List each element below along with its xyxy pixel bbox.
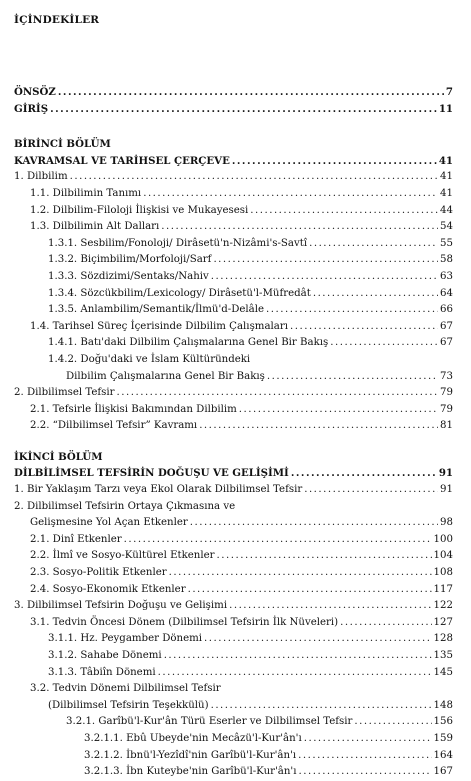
toc-entry-page: 67 (440, 320, 453, 332)
toc-entry-label: 1. Dilbilim (14, 171, 68, 183)
toc-entry-label: Dilbilim Çalışmalarına Genel Bir Bakış (66, 370, 265, 382)
toc-entry-page: 100 (433, 533, 453, 545)
toc-entry-label: 1. Bir Yaklaşım Tarzı veya Ekol Olarak Dilbilimsel Tefsir (14, 484, 303, 496)
toc-entry[interactable] (14, 731, 453, 748)
toc-entry[interactable] (14, 186, 453, 203)
toc-entry[interactable] (14, 286, 453, 303)
toc-entry-page: 54 (440, 221, 453, 233)
toc-entry-page: 156 (433, 716, 453, 728)
toc-entry[interactable] (14, 714, 453, 731)
toc-entry-page: 11 (438, 102, 453, 115)
toc-entry-label: 2.2. İlmî ve Sosyo-Kültürel Etkenler (30, 550, 215, 562)
toc-entry-label: 1.2. Dilbilim-Filoloji İlişkisi ve Mukayesesi (30, 204, 249, 216)
toc-entry-label: 1.3.2. Biçimbilim/Morfoloji/Sarf (48, 254, 212, 266)
table-of-contents (14, 84, 453, 781)
toc-entry-page: 58 (440, 254, 453, 266)
toc-entry-label: 3.2. Tedvin Dönemi Dilbilimsel Tefsir (30, 683, 221, 695)
toc-entry-page: 135 (433, 650, 453, 661)
toc-entry[interactable] (14, 369, 453, 386)
toc-entry[interactable] (14, 748, 453, 765)
toc-entry-label: 2.3. Sosyo-Politik Etkenler (30, 567, 167, 579)
toc-entry[interactable] (14, 615, 453, 632)
toc-entry-label: 1.3.5. Anlambilim/Semantik/İlmü'd-Delâle (48, 304, 265, 316)
toc-entry[interactable] (14, 698, 453, 715)
toc-entry-label: 1.1. Dilbilimin Tanımı (30, 187, 142, 199)
toc-entry-label: ÖNSÖZ (14, 86, 56, 98)
toc-entry-page: 55 (440, 237, 453, 249)
toc-entry[interactable] (14, 169, 453, 186)
toc-entry-page: 67 (440, 337, 453, 349)
toc-entry-page: 66 (440, 304, 453, 316)
toc-entry[interactable] (14, 385, 453, 402)
front-matter (14, 84, 453, 117)
toc-entry-page: 122 (433, 600, 453, 612)
toc-entry-page: 41 (440, 187, 453, 199)
part1-title[interactable]: KAVRAMSAL VE TARİHSEL ÇERÇEVE ..... 41 (14, 153, 453, 170)
toc-entry[interactable] (14, 236, 453, 253)
toc-entry-page: 148 (433, 699, 453, 711)
toc-entry[interactable] (14, 764, 453, 781)
toc-entry[interactable] (14, 302, 453, 319)
part1-entries (14, 169, 453, 435)
toc-entry-page: 128 (433, 633, 453, 645)
toc-entry-label: 3.1. Tedvin Öncesi Dönem (Dilbilimsel Tefsirin İlk Nüveleri) (30, 616, 339, 628)
toc-entry[interactable] (14, 219, 453, 236)
toc-entry-label: 3. Dilbilimsel Tefsirin Doğuşu ve Gelişimi (14, 600, 228, 612)
toc-entry[interactable] (14, 565, 453, 582)
toc-entry-page: 73 (440, 370, 453, 382)
toc-entry[interactable] (14, 352, 453, 369)
toc-entry-page: 64 (440, 287, 453, 299)
toc-entry[interactable] (14, 598, 453, 615)
toc-entry[interactable] (14, 648, 453, 665)
toc-entry-page: 79 (440, 387, 453, 399)
toc-entry-label: 1.4.2. Doğu'daki ve İslam Kültüründeki (48, 353, 251, 365)
toc-entry-label: 2.2. “Dilbilimsel Tefsir” Kavramı (30, 420, 198, 432)
toc-entry-label: 2.1. Dinî Etkenler (30, 533, 122, 545)
toc-entry[interactable] (14, 582, 453, 599)
toc-entry-page: 167 (433, 766, 453, 778)
toc-entry-label: 3.2.1.1. Ebû Ubeyde'nin Mecâzü'l-Kur'ân'ı (84, 732, 302, 744)
toc-entry-label: 3.1.3. Tâbiîn Dönemi (48, 666, 156, 678)
part2-title[interactable]: DİLBİLİMSEL TEFSİRİN DOĞUŞU VE GELİŞİMİ ..... 91 (14, 465, 453, 482)
toc-entry[interactable] (14, 252, 453, 269)
toc-entry-label: 3.1.1. Hz. Peygamber Dönemi (48, 633, 203, 645)
toc-entry-label: 3.2.1. Garîbü'l-Kur'ân Türü Eserler ve Dilbilimsel Tefsir (66, 716, 353, 728)
toc-entry-page: 104 (433, 550, 453, 562)
toc-entry[interactable] (14, 335, 453, 352)
toc-entry[interactable] (14, 418, 453, 435)
toc-entry-label: 1.3.1. Sesbilim/Fonoloji/ Dirâsetü'n-Nizâmi's-Savtî (48, 237, 308, 249)
toc-entry[interactable] (14, 482, 453, 499)
toc-entry[interactable] (14, 402, 453, 419)
toc-entry-page: 98 (440, 517, 453, 529)
toc-entry-page: 117 (433, 583, 453, 595)
toc-entry-page: 63 (440, 270, 453, 282)
toc-entry-label: 1.4. Tarihsel Süreç İçerisinde Dilbilim Çalışmaları (30, 320, 288, 332)
toc-entry-label: 2. Dilbilimsel Tefsir (14, 387, 115, 399)
toc-entry[interactable] (14, 631, 453, 648)
toc-entry-page: 145 (433, 666, 453, 678)
toc-entry[interactable] (14, 101, 453, 118)
toc-entry-page: 41 (440, 171, 453, 183)
toc-entry-page: 164 (433, 749, 453, 761)
toc-entry-label: 2. Dilbilimsel Tefsirin Ortaya Çıkmasına ve (14, 500, 236, 512)
toc-entry-page: 91 (440, 484, 453, 496)
toc-entry-label: 1.3.3. Sözdizimi/Sentaks/Nahiv (48, 270, 209, 282)
toc-entry[interactable] (14, 548, 453, 565)
toc-entry[interactable] (14, 532, 453, 549)
part1-heading: BİRİNCİ BÖLÜM (14, 138, 111, 151)
page-title: İÇİNDEKİLER (14, 14, 100, 26)
part2-entries (14, 482, 453, 781)
toc-entry-label: Gelişmesine Yol Açan Etkenler (30, 517, 188, 529)
toc-entry[interactable] (14, 84, 453, 101)
toc-entry[interactable] (14, 515, 453, 532)
part2-heading: İKİNCİ BÖLÜM (14, 450, 103, 463)
toc-entry-page: 159 (433, 732, 453, 744)
toc-entry-label: 3.2.1.2. İbnü'l-Yezîdî'nin Garîbü'l-Kur'ân'ı (84, 749, 297, 761)
toc-entry-label: 3.2.1.3. İbn Kuteybe'nin Garîbü'l-Kur'ân'ı (84, 766, 297, 778)
toc-entry[interactable] (14, 665, 453, 682)
toc-entry-label: 1.4.1. Batı'daki Dilbilim Çalışmalarına Genel Bir Bakış (48, 337, 329, 349)
toc-entry[interactable] (14, 499, 453, 516)
toc-entry-page: 108 (433, 567, 453, 579)
toc-entry[interactable] (14, 319, 453, 336)
toc-entry-page: 44 (440, 204, 453, 216)
toc-entry-page: 81 (440, 420, 453, 432)
toc-entry-label: 2.1. Tefsirle İlişkisi Bakımından Dilbilim (30, 403, 237, 415)
toc-entry-label: (Dilbilimsel Tefsirin Teşekkülü) (48, 699, 209, 711)
toc-entry-page: 127 (433, 616, 453, 628)
toc-entry[interactable] (14, 269, 453, 286)
toc-entry-label: 2.4. Sosyo-Ekonomik Etkenler (30, 583, 186, 595)
toc-entry[interactable] (14, 203, 453, 220)
toc-entry-label: 3.1.2. Sahabe Dönemi (48, 650, 162, 661)
toc-entry-label: 1.3. Dilbilimin Alt Dalları (30, 221, 160, 233)
toc-entry-page: 79 (440, 403, 453, 415)
toc-entry-page: 7 (445, 86, 453, 98)
toc-entry-label: 1.3.4. Sözcükbilim/Lexicology/ Dirâsetü'l-Müfredât (48, 287, 311, 299)
toc-entry[interactable] (14, 681, 453, 698)
toc-entry-label: GİRİŞ (14, 102, 49, 115)
